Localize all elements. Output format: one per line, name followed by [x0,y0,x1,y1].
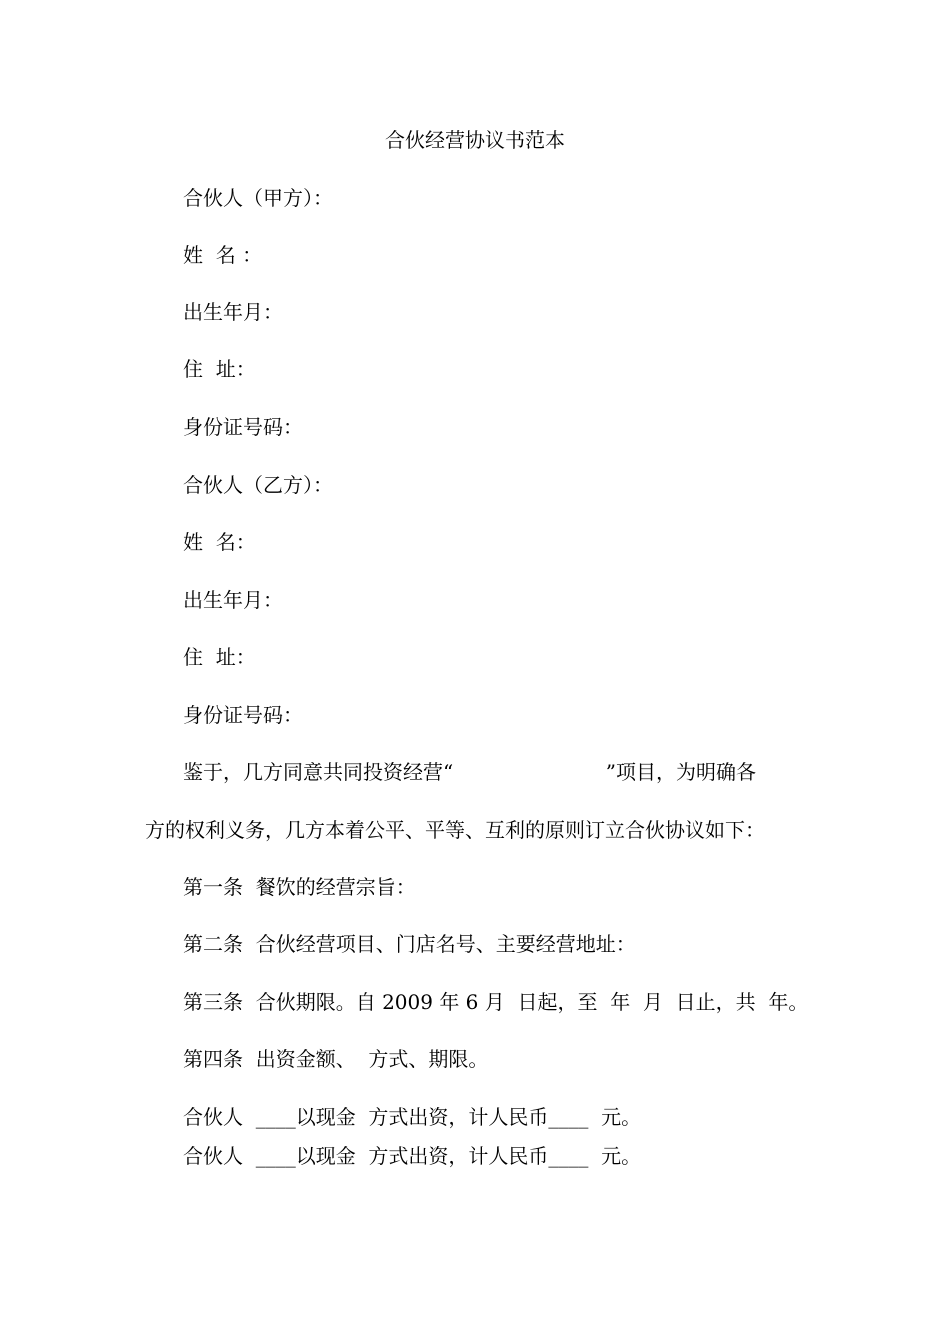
article-1: 第一条 餐饮的经营宗旨： [183,875,416,899]
party-b-birth-label: 出生年月： [183,588,283,612]
party-a-id-label: 身份证号码： [183,415,303,439]
party-b-name-label: 姓 名： [183,530,256,554]
preamble-line-1: 鉴于，几方同意共同投资经营“ ”项目，为明确各 [183,760,757,784]
party-b-heading: 合伙人（乙方）： [183,473,333,497]
party-a-birth-label: 出生年月： [183,300,283,324]
document-title: 合伙经营协议书范本 [385,128,565,152]
article-3: 第三条 合伙期限。自 2009 年 6 月 日起，至 年 月 日止，共 年。 [183,990,809,1014]
preamble-line-2: 方的权利义务，几方本着公平、平等、互利的原则订立合伙协议如下： [145,818,765,842]
party-a-heading: 合伙人（甲方）： [183,186,333,210]
contribution-line-2: 合伙人 ____以现金 方式出资，计人民币____ 元。 [183,1144,642,1168]
party-b-id-label: 身份证号码： [183,703,303,727]
contribution-line-1: 合伙人 ____以现金 方式出资，计人民币____ 元。 [183,1105,642,1129]
party-a-name-label: 姓 名 ： [183,243,263,267]
party-b-address-label: 住 址： [183,645,256,669]
article-2: 第二条 合伙经营项目、门店名号、主要经营地址： [183,932,636,956]
article-4: 第四条 出资金额、 方式、期限。 [183,1047,489,1071]
party-a-address-label: 住 址： [183,357,256,381]
